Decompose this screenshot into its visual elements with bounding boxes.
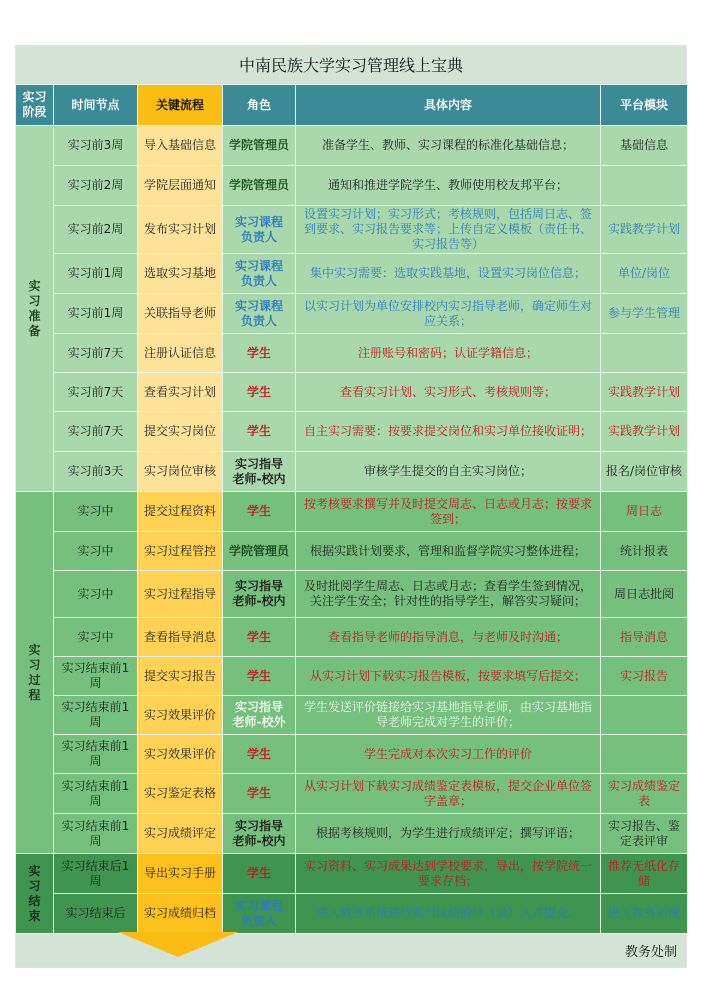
process-cell: 提交实习岗位 — [138, 412, 223, 452]
process-cell: 实习岗位审核 — [138, 452, 223, 492]
time-cell: 实习结束前1 周 — [54, 696, 138, 735]
time-cell: 实习前7天 — [54, 412, 138, 452]
process-cell: 关联指导老师 — [138, 294, 223, 334]
module-cell: 推荐无纸化存 储 — [601, 854, 688, 894]
process-cell: 实习过程管控 — [138, 532, 223, 571]
module-cell: 实践教学计划 — [601, 373, 688, 412]
content-cell: 学生完成对本次实习工作的评价 — [296, 735, 601, 774]
header-role: 角色 — [223, 85, 296, 126]
process-cell: 实习成绩评定 — [138, 814, 223, 854]
role-cell: 学生 — [223, 334, 296, 373]
content-cell: 注册账号和密码；认证学籍信息； — [296, 334, 601, 373]
module-cell — [601, 334, 688, 373]
process-cell: 实习过程指导 — [138, 571, 223, 618]
module-cell: 参与学生管理 — [601, 294, 688, 334]
role-cell: 实习课程 负责人 — [223, 294, 296, 334]
time-cell: 实习结束后 — [54, 894, 138, 934]
table-row — [16, 854, 688, 894]
time-cell: 实习前1周 — [54, 254, 138, 294]
role-cell: 实习指导 老师-校内 — [223, 452, 296, 492]
header-process: 关键流程 — [138, 85, 223, 126]
table-row — [16, 126, 688, 166]
role-cell: 实习课程 负责人 — [223, 206, 296, 254]
phase-cell-prep: 实 习 准 备 — [16, 126, 54, 492]
content-cell: 设置实习计划；实习形式；考核规则，包括周日志、签到要求、实习报告要求等；上传自定义模板（责任书、实习报告等） — [296, 206, 601, 254]
module-cell: 进入教务系统 — [601, 894, 688, 934]
module-cell: 实习报告、鉴 定表评审 — [601, 814, 688, 854]
time-cell: 实习前7天 — [54, 373, 138, 412]
header-time: 时间节点 — [54, 85, 138, 126]
module-cell: 实践教学计划 — [601, 206, 688, 254]
role-cell: 学生 — [223, 657, 296, 696]
table-row — [16, 735, 688, 774]
process-cell: 实习鉴定表格 — [138, 774, 223, 814]
time-cell: 实习前1周 — [54, 294, 138, 334]
process-cell: 学院层面通知 — [138, 166, 223, 206]
table-row — [16, 618, 688, 657]
module-cell — [601, 735, 688, 774]
process-cell: 查看指导消息 — [138, 618, 223, 657]
role-cell: 学生 — [223, 492, 296, 532]
header-content: 具体内容 — [296, 85, 601, 126]
process-cell: 实习效果评价 — [138, 735, 223, 774]
table-row — [16, 696, 688, 735]
module-cell — [601, 166, 688, 206]
content-cell: 准备学生、教师、实习课程的标准化基础信息； — [296, 126, 601, 166]
time-cell: 实习结束前1 周 — [54, 657, 138, 696]
content-cell: 进入教务系统进行实习成绩的导（录）入并提交。 — [296, 894, 601, 934]
time-cell: 实习前2周 — [54, 166, 138, 206]
module-cell: 统计报表 — [601, 532, 688, 571]
role-cell: 实习指导 老师-校外 — [223, 696, 296, 735]
module-cell: 单位/岗位 — [601, 254, 688, 294]
process-cell: 发布实习计划 — [138, 206, 223, 254]
module-cell — [601, 696, 688, 735]
content-cell: 自主实习需要：按要求提交岗位和实习单位接收证明； — [296, 412, 601, 452]
table-row — [16, 814, 688, 854]
role-cell: 学生 — [223, 774, 296, 814]
process-cell: 实习成绩归档 — [138, 894, 223, 934]
content-cell: 学生发送评价链接给实习基地指导老师，由实习基地指导老师完成对学生的评价； — [296, 696, 601, 735]
table-row — [16, 294, 688, 334]
process-cell: 提交过程资料 — [138, 492, 223, 532]
content-cell: 实习资料、实习成果达到学校要求，导出，按学院统一要求存档； — [296, 854, 601, 894]
process-cell: 注册认证信息 — [138, 334, 223, 373]
content-cell: 审核学生提交的自主实习岗位； — [296, 452, 601, 492]
header-module: 平台模块 — [601, 85, 688, 126]
header-phase: 实习阶段 — [16, 85, 54, 126]
module-cell: 周日志 — [601, 492, 688, 532]
content-cell: 查看指导老师的指导消息，与老师及时沟通； — [296, 618, 601, 657]
page-title: 中南民族大学实习管理线上宝典 — [238, 56, 463, 75]
process-cell: 查看实习计划 — [138, 373, 223, 412]
table-row — [16, 532, 688, 571]
time-cell: 实习结束前1 周 — [54, 814, 138, 854]
table-row — [16, 334, 688, 373]
table-row — [16, 166, 688, 206]
module-cell: 周日志批阅 — [601, 571, 688, 618]
role-cell: 学院管理员 — [223, 532, 296, 571]
module-cell: 实习成绩鉴定 表 — [601, 774, 688, 814]
process-cell: 选取实习基地 — [138, 254, 223, 294]
table-row — [16, 774, 688, 814]
process-cell: 实习效果评价 — [138, 696, 223, 735]
process-cell: 提交实习报告 — [138, 657, 223, 696]
role-cell: 学院管理员 — [223, 126, 296, 166]
role-cell: 学生 — [223, 412, 296, 452]
module-cell: 实习报告 — [601, 657, 688, 696]
time-cell: 实习中 — [54, 532, 138, 571]
content-cell: 集中实习需要：选取实践基地，设置实习岗位信息； — [296, 254, 601, 294]
content-cell: 及时批阅学生周志、日志或月志；查看学生签到情况，关注学生安全；针对性的指导学生，解答实习疑问； — [296, 571, 601, 618]
time-cell: 实习结束前1 周 — [54, 735, 138, 774]
role-cell: 实习指导 老师-校内 — [223, 571, 296, 618]
table-row — [16, 452, 688, 492]
content-cell: 根据实践计划要求，管理和监督学院实习整体进程； — [296, 532, 601, 571]
role-cell: 学生 — [223, 373, 296, 412]
role-cell: 实习课程 负责人 — [223, 894, 296, 934]
table-row — [16, 657, 688, 696]
table-row — [16, 571, 688, 618]
content-cell: 通知和推进学院学生、教师使用校友邦平台； — [296, 166, 601, 206]
module-cell: 指导消息 — [601, 618, 688, 657]
internship-process-table — [15, 84, 688, 934]
time-cell: 实习前3天 — [54, 452, 138, 492]
table-row — [16, 894, 688, 934]
content-cell: 从实习计划下载实习成绩鉴定表模板，提交企业单位签字盖章； — [296, 774, 601, 814]
module-cell: 基础信息 — [601, 126, 688, 166]
table-row — [16, 492, 688, 532]
module-cell: 报名/岗位审核 — [601, 452, 688, 492]
table-row — [16, 254, 688, 294]
table-row — [16, 206, 688, 254]
time-cell: 实习前2周 — [54, 206, 138, 254]
content-cell: 查看实习计划、实习形式、考核规则等； — [296, 373, 601, 412]
footer-credit: 教务处制 — [624, 944, 677, 960]
table-row — [16, 412, 688, 452]
process-cell: 导入基础信息 — [138, 126, 223, 166]
role-cell: 学生 — [223, 735, 296, 774]
time-cell: 实习中 — [54, 571, 138, 618]
content-cell: 根据考核规则，为学生进行成绩评定；撰写评语； — [296, 814, 601, 854]
module-cell: 实践教学计划 — [601, 412, 688, 452]
time-cell: 实习前3周 — [54, 126, 138, 166]
phase-cell-process: 实 习 过 程 — [16, 492, 54, 854]
time-cell: 实习前7天 — [54, 334, 138, 373]
time-cell: 实习中 — [54, 618, 138, 657]
time-cell: 实习结束前1 周 — [54, 774, 138, 814]
phase-cell-end: 实 习 结 束 — [16, 854, 54, 934]
role-cell: 学院管理员 — [223, 166, 296, 206]
process-cell: 导出实习手册 — [138, 854, 223, 894]
content-cell: 以实习计划为单位安排校内实习指导老师，确定师生对应关系； — [296, 294, 601, 334]
time-cell: 实习结束后1 周 — [54, 854, 138, 894]
role-cell: 学生 — [223, 618, 296, 657]
role-cell: 实习指导 老师-校内 — [223, 814, 296, 854]
time-cell: 实习中 — [54, 492, 138, 532]
content-cell: 按考核要求撰写并及时提交周志、日志或月志；按要求签到； — [296, 492, 601, 532]
content-cell: 从实习计划下载实习报告模板，按要求填写后提交； — [296, 657, 601, 696]
table-header-row — [16, 85, 688, 126]
role-cell: 实习课程 负责人 — [223, 254, 296, 294]
table-row — [16, 373, 688, 412]
role-cell: 学生 — [223, 854, 296, 894]
